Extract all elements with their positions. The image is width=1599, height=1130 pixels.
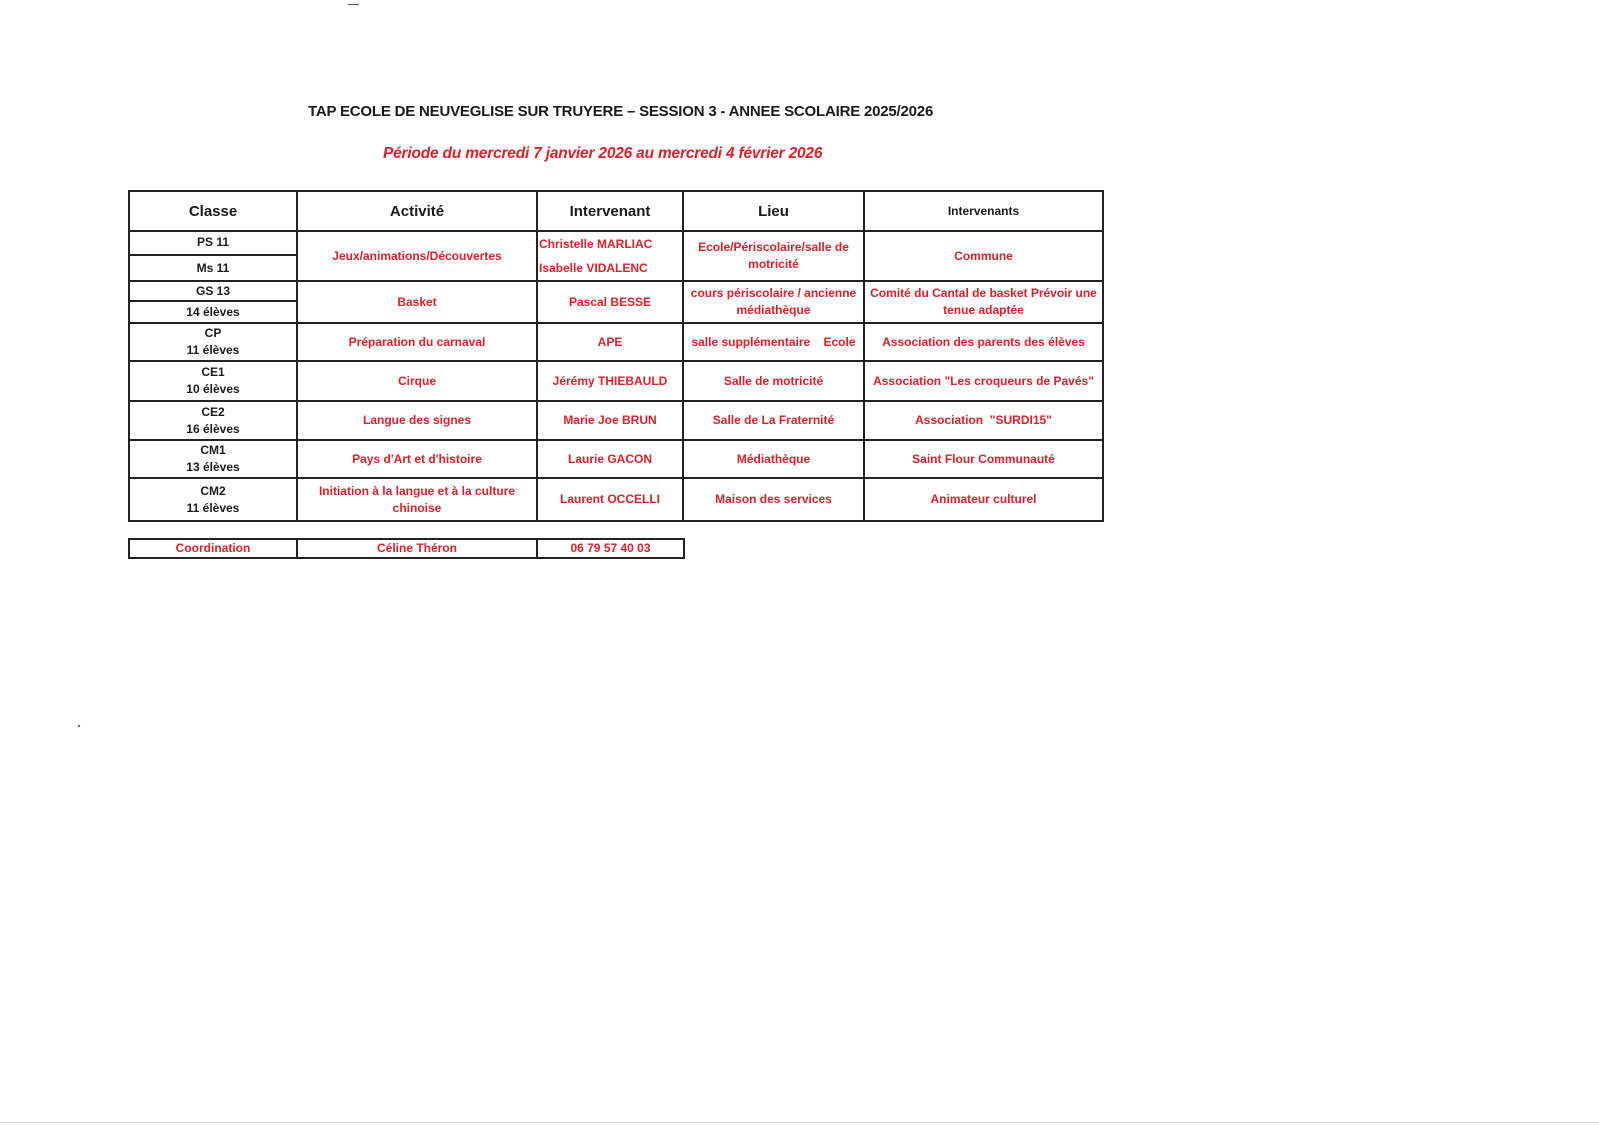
header-lieu: Lieu <box>683 191 864 231</box>
classe-top: CM1 <box>200 443 226 457</box>
classe-bottom: 13 élèves <box>186 460 240 474</box>
cell-intervenant: Marie Joe BRUN <box>537 401 683 440</box>
classe-top: CP <box>204 326 222 340</box>
intervenant-bottom: Isabelle VIDALENC <box>539 261 648 275</box>
classe-top: PS 11 <box>130 232 296 256</box>
cell-lieu: salle supplémentaire Ecole <box>683 323 864 361</box>
cell-classe <box>129 401 297 440</box>
cell-classe <box>129 361 297 401</box>
table-row <box>129 361 1103 401</box>
classe-top: GS 13 <box>130 282 296 302</box>
table-row <box>129 323 1103 361</box>
table-row <box>129 478 1103 521</box>
cell-intervenant: Jérémy THIEBAULD <box>537 361 683 401</box>
coordination-row <box>129 539 684 558</box>
intervenant-top: Christelle MARLIAC <box>539 237 653 251</box>
cell-intervenants: Animateur culturel <box>864 478 1103 521</box>
cell-lieu: cours périscolaire / ancienne médiathèque <box>683 281 864 323</box>
cell-intervenants: Association "Les croqueurs de Pavés" <box>864 361 1103 401</box>
table-row <box>129 401 1103 440</box>
cell-activite: Langue des signes <box>297 401 537 440</box>
table-header-row <box>129 191 1103 231</box>
cell-lieu: Médiathèque <box>683 440 864 478</box>
table-row <box>129 281 1103 323</box>
cell-intervenants: Saint Flour Communauté <box>864 440 1103 478</box>
cell-intervenants: Association des parents des élèves <box>864 323 1103 361</box>
cell-activite: Cirque <box>297 361 537 401</box>
coordination-name: Céline Théron <box>297 539 537 558</box>
cell-activite: Préparation du carnaval <box>297 323 537 361</box>
cell-classe <box>129 231 297 281</box>
cell-intervenant: APE <box>537 323 683 361</box>
classe-top: CE2 <box>201 404 225 419</box>
table-row <box>129 231 1103 281</box>
scan-mark <box>348 4 359 5</box>
cell-intervenant: Laurent OCCELLI <box>537 478 683 521</box>
schedule-table <box>128 190 1104 522</box>
cell-classe <box>129 323 297 361</box>
cell-intervenants: Association "SURDI15" <box>864 401 1103 440</box>
cell-activite: Pays d'Art et d'histoire <box>297 440 537 478</box>
cell-classe <box>129 440 297 478</box>
classe-bottom: 11 élèves <box>186 343 240 357</box>
header-intervenants: Intervenants <box>864 191 1103 231</box>
coordination-phone: 06 79 57 40 03 <box>537 539 684 558</box>
cell-classe <box>129 281 297 323</box>
page-edge-line <box>0 1122 1599 1123</box>
classe-bottom: 11 élèves <box>186 500 240 515</box>
cell-lieu: Maison des services <box>683 478 864 521</box>
header-intervenant: Intervenant <box>537 191 683 231</box>
classe-bottom: 16 élèves <box>186 421 240 436</box>
coordination-table <box>128 538 685 559</box>
header-classe: Classe <box>129 191 297 231</box>
period-subtitle: Période du mercredi 7 janvier 2026 au mercredi 4 février 2026 <box>383 145 823 162</box>
classe-top: CE1 <box>201 365 225 379</box>
header-activite: Activité <box>297 191 537 231</box>
page-title: TAP ECOLE DE NEUVEGLISE SUR TRUYERE – SESSION 3 - ANNEE SCOLAIRE 2025/2026 <box>308 103 934 120</box>
classe-bottom: 10 élèves <box>186 382 240 396</box>
cell-intervenant <box>537 231 683 281</box>
cell-classe <box>129 478 297 521</box>
classe-top: CM2 <box>200 483 226 498</box>
cell-lieu: Ecole/Périscolaire/salle de motricité <box>683 231 864 281</box>
cell-intervenant: Pascal BESSE <box>537 281 683 323</box>
cell-activite: Basket <box>297 281 537 323</box>
scan-mark <box>78 725 81 728</box>
classe-bottom: Ms 11 <box>196 261 230 275</box>
classe-bottom: 14 élèves <box>186 305 240 319</box>
coordination-label: Coordination <box>129 539 297 558</box>
cell-activite: Initiation à la langue et à la culture chinoise <box>297 478 537 521</box>
cell-lieu: Salle de motricité <box>683 361 864 401</box>
cell-intervenants: Comité du Cantal de basket Prévoir une tenue adaptée <box>864 281 1103 323</box>
table-row <box>129 440 1103 478</box>
cell-lieu: Salle de La Fraternité <box>683 401 864 440</box>
cell-intervenant: Laurie GACON <box>537 440 683 478</box>
cell-activite: Jeux/animations/Découvertes <box>297 231 537 281</box>
cell-intervenants: Commune <box>864 231 1103 281</box>
